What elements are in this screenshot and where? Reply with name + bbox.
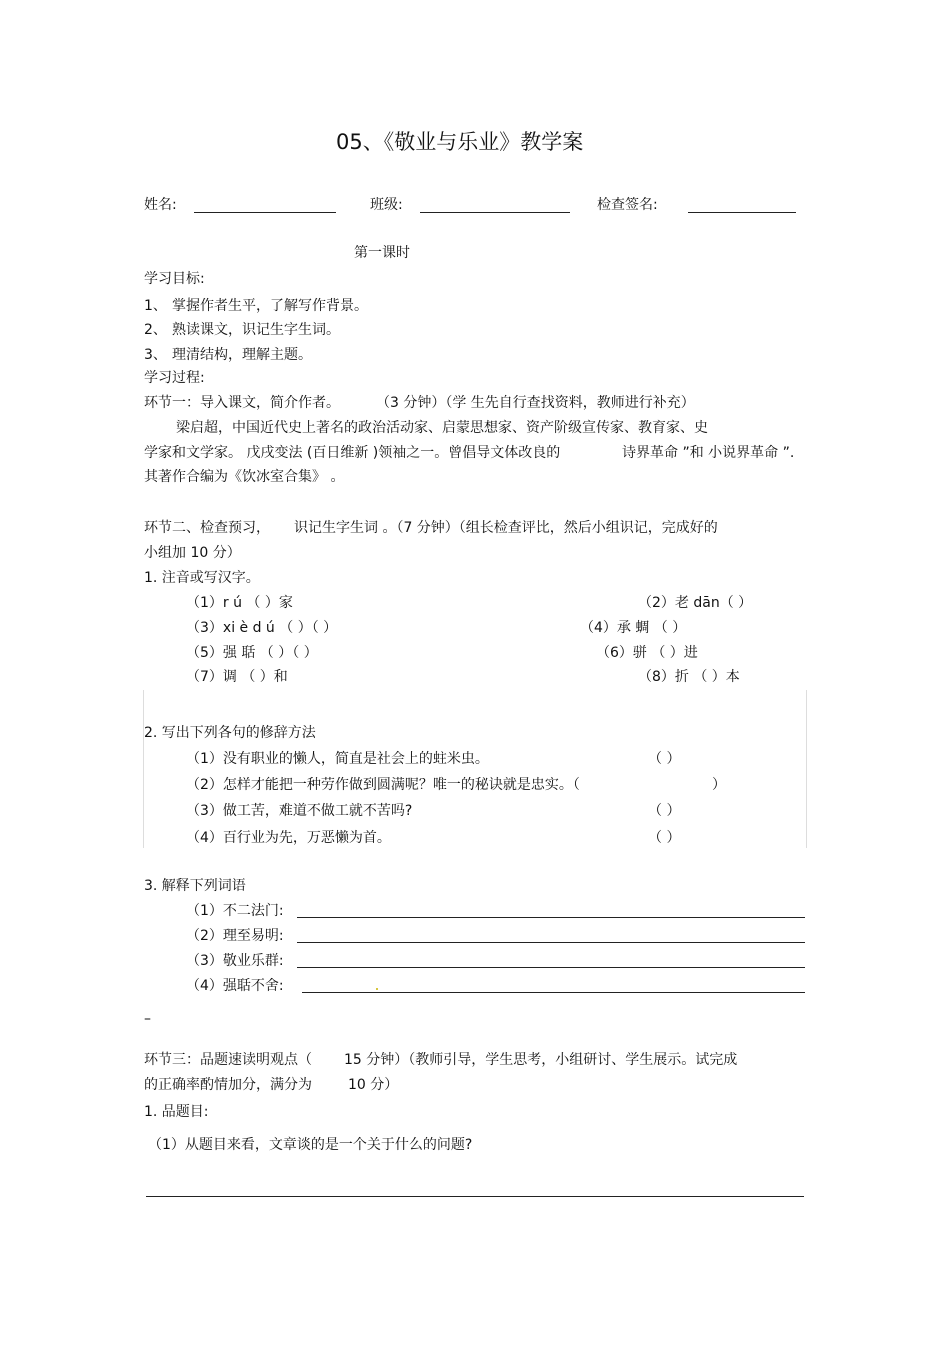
step3-title: 环节三：品题速读明观点（ <box>144 1052 312 1068</box>
answer-line[interactable] <box>297 967 805 968</box>
goal-num: 1、 <box>144 298 167 314</box>
answer-line[interactable] <box>146 1196 804 1197</box>
step1-paragraph: 梁启超，中国近代史上著名的政治活动家、启蒙思想家、资产阶级宣传家、教育家、史 <box>176 420 708 436</box>
pinyin-item: （2）老 dān（ ） <box>638 595 753 611</box>
goal-num: 2、 <box>144 322 167 338</box>
step2-title: 环节二、检查预习， <box>144 520 270 536</box>
goal-num: 3、 <box>144 347 167 363</box>
pinyin-item: （3）xi è d ú （ ）（ ） <box>186 620 338 636</box>
rhetoric-blank[interactable]: ） <box>712 777 726 793</box>
name-field[interactable] <box>194 212 336 213</box>
rhetoric-blank[interactable]: （ ） <box>648 803 681 819</box>
step2-title: 小组加 10 分） <box>144 545 241 561</box>
class-label: 班级: <box>370 197 403 213</box>
rhetoric-item: （3）做工苦，难道不做工就不苦吗? <box>186 803 413 819</box>
step1-paragraph: 诗界革命 ”和 小说界革命 ”. <box>622 445 795 461</box>
step3-q1-item: （1）从题目来看，文章谈的是一个关于什么的问题? <box>148 1137 473 1153</box>
q1-heading: 1. 注音或写汉字。 <box>144 570 260 586</box>
name-label: 姓名: <box>144 197 177 213</box>
pinyin-item: （4）承 蜩 （ ） <box>580 620 687 636</box>
step1-time: （3 分钟）（学 生先自行查找资料，教师进行补充） <box>376 395 695 411</box>
term-item: （3）敬业乐群: <box>186 953 284 969</box>
lesson-title: 第一课时 <box>354 245 410 261</box>
term-item: （1）不二法门: <box>186 903 284 919</box>
q3-heading: 3. 解释下列词语 <box>144 878 246 894</box>
rhetoric-item: （4）百行业为先，万恶懒为首。 <box>186 830 391 846</box>
step1-paragraph: 学家和文学家。 戊戌变法 (百日维新 )领袖之一。曾倡导文体改良的 <box>144 445 561 461</box>
step2-title: 识记生字生词 。（7 分钟）（组长检查评比，然后小组识记，完成好的 <box>294 520 718 536</box>
step3-title: 15 分钟）（教师引导，学生思考，小组研讨、学生展示。试完成 <box>344 1052 738 1068</box>
rhetoric-blank[interactable]: （ ） <box>648 751 681 767</box>
pinyin-item: （8）折 （ ）本 <box>638 669 740 685</box>
step1-paragraph: 其著作合编为《饮冰室合集》 。 <box>144 469 345 485</box>
term-item: （2）理至易明: <box>186 928 284 944</box>
term-item: （4）强聒不舍: <box>186 978 284 994</box>
box-border <box>143 690 144 848</box>
process-heading: 学习过程: <box>144 370 205 386</box>
step3-q1-heading: 1. 品题目: <box>144 1104 209 1120</box>
answer-line[interactable] <box>302 992 805 993</box>
goals-heading: 学习目标: <box>144 271 205 287</box>
goal-text: 理清结构，理解主题。 <box>172 347 312 363</box>
box-border <box>806 690 807 848</box>
pinyin-item: （1）r ú （ ）家 <box>186 595 293 611</box>
rhetoric-item: （2）怎样才能把一种劳作做到圆满呢？唯一的秘诀就是忠实。（ <box>186 777 580 793</box>
rhetoric-blank[interactable]: （ ） <box>648 830 681 846</box>
step3-title: 的正确率酌情加分，满分为 <box>144 1077 312 1093</box>
q2-heading: 2. 写出下列各句的修辞方法 <box>144 725 316 741</box>
answer-line[interactable] <box>297 917 805 918</box>
class-field[interactable] <box>420 212 570 213</box>
stray-dash: – <box>144 1011 151 1027</box>
sign-field[interactable] <box>688 212 796 213</box>
step3-title: 10 分） <box>348 1077 399 1093</box>
page-title: 05、《敬业与乐业》教学案 <box>336 130 584 154</box>
sign-label: 检查签名: <box>597 197 658 213</box>
stray-dot <box>376 988 378 990</box>
step1-title: 环节一：导入课文，简介作者。 <box>144 395 340 411</box>
goal-text: 掌握作者生平，了解写作背景。 <box>172 298 368 314</box>
rhetoric-item: （1）没有职业的懒人，简直是社会上的蛀米虫。 <box>186 751 489 767</box>
pinyin-item: （7）调 （ ）和 <box>186 669 288 685</box>
pinyin-item: （6）骈 （ ）进 <box>596 645 698 661</box>
pinyin-item: （5）强 聒 （ ）（ ） <box>186 645 318 661</box>
goal-text: 熟读课文，识记生字生词。 <box>172 322 340 338</box>
answer-line[interactable] <box>297 942 805 943</box>
